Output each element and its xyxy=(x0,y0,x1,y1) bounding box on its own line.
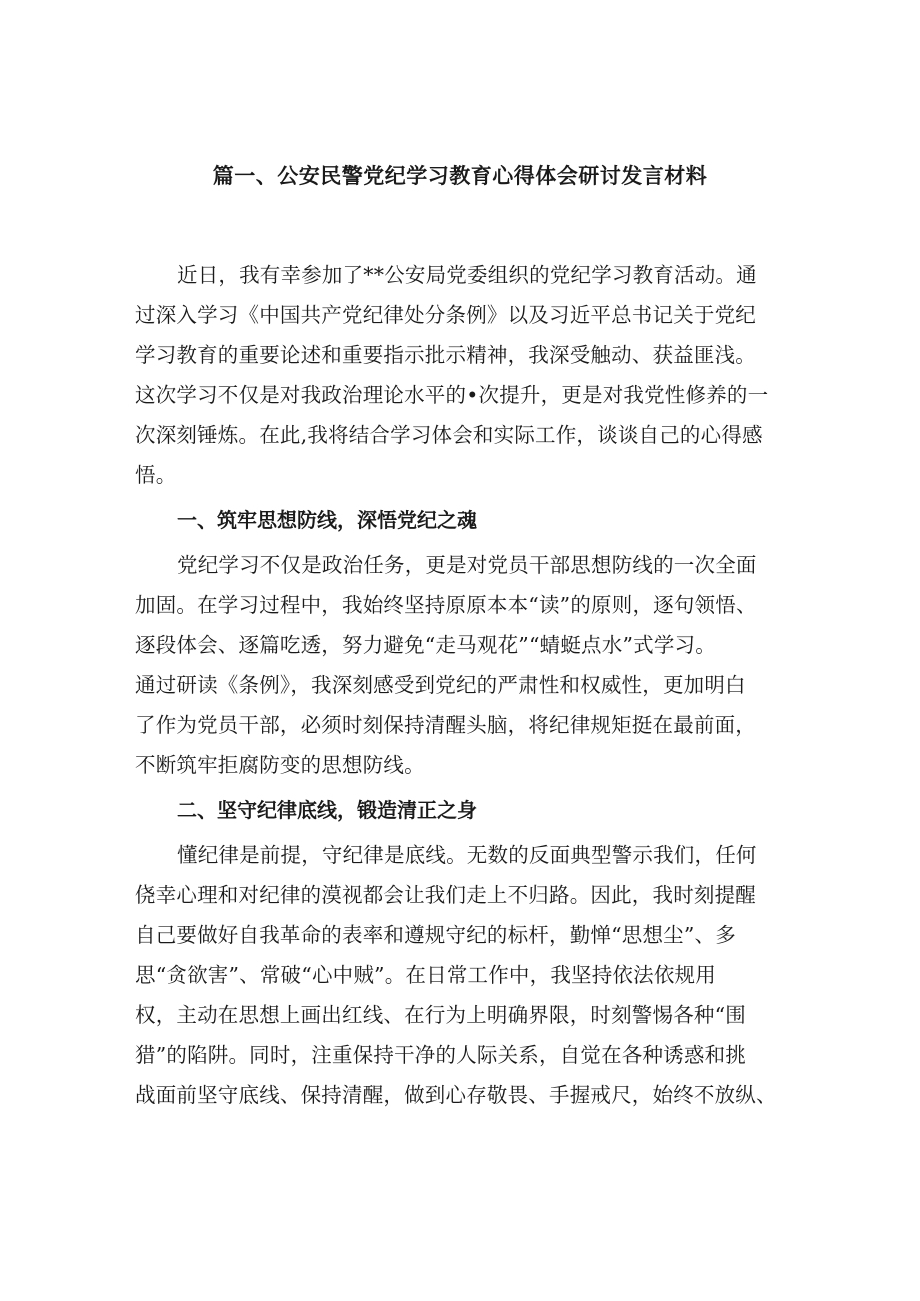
section2-paragraph xyxy=(135,835,795,1115)
text-line: 次深刻锤炼。在此,我将结合学习体会和实际工作，谈谈自己的心得感 xyxy=(135,423,763,447)
text-line: 懂纪律是前提，守纪律是底线。无数的反面典型警示我们，任何 xyxy=(177,843,757,867)
text-line: 逐段体会、逐篇吃透，努力避免“走马观花”“蜻蜓点水”式学习。 xyxy=(135,633,716,657)
document-body xyxy=(135,255,795,1115)
text-line: 侥幸心理和对纪律的漠视都会让我们走上不归路。因此，我时刻提醒 xyxy=(135,883,756,907)
text-line: 自己要做好自我革命的表率和遵规守纪的标杆，勤惮“思想尘”、多 xyxy=(135,923,736,947)
text-line: 通过研读《条例》，我深刻感受到党纪的严肃性和权威性，更加明白 xyxy=(135,673,746,697)
text-line: 了作为党员干部，必须时刻保持清醒头脑，将纪律规矩挺在最前面， xyxy=(135,713,756,737)
section-heading-2: 二、坚守纪律底线，锻造清正之身 xyxy=(177,798,477,822)
section1-paragraph xyxy=(135,545,795,785)
text-line: 过深入学习《中国共产党纪律处分条例》以及习近平总书记关于党纪 xyxy=(135,303,756,327)
text-line: 猎”的陷阱。同时，注重保持干净的人际关系，自觉在各种诱惑和挑 xyxy=(135,1043,746,1067)
text-line: 党纪学习不仅是政治任务，更是对党员干部思想防线的一次全面 xyxy=(177,553,757,577)
text-line: 近日，我有幸参加了**公安局党委组织的党纪学习教育活动。通 xyxy=(177,263,757,287)
text-line: 学习教育的重要论述和重要指示批示精神，我深受触动、获益匪浅。 xyxy=(135,343,756,367)
text-line: 悟。 xyxy=(135,463,177,487)
document-title: 篇一、公安民警党纪学习教育心得体会研讨发言材料 xyxy=(212,164,708,188)
text-line: 这次学习不仅是对我政治理论水平的•次提升，更是对我党性修养的一 xyxy=(135,383,769,407)
text-line: 战面前坚守底线、保持清醒，做到心存敬畏、手握戒尺，始终不放纵、 xyxy=(135,1083,777,1107)
intro-paragraph xyxy=(135,255,795,495)
text-line: 思“贪欲害”、常破“心中贼”。在日常工作中，我坚持依法依规用 xyxy=(135,963,716,987)
text-line: 不断筑牢拒腐防变的思想防线。 xyxy=(135,753,425,777)
text-line: 加固。在学习过程中，我始终坚持原原本本“读”的原则，逐句领悟、 xyxy=(135,593,757,617)
text-line: 权，主动在思想上画出红线、在行为上明确界限，时刻警惕各种“围 xyxy=(135,1003,746,1027)
section-heading-1: 一、筑牢思想防线，深悟党纪之魂 xyxy=(177,508,477,532)
